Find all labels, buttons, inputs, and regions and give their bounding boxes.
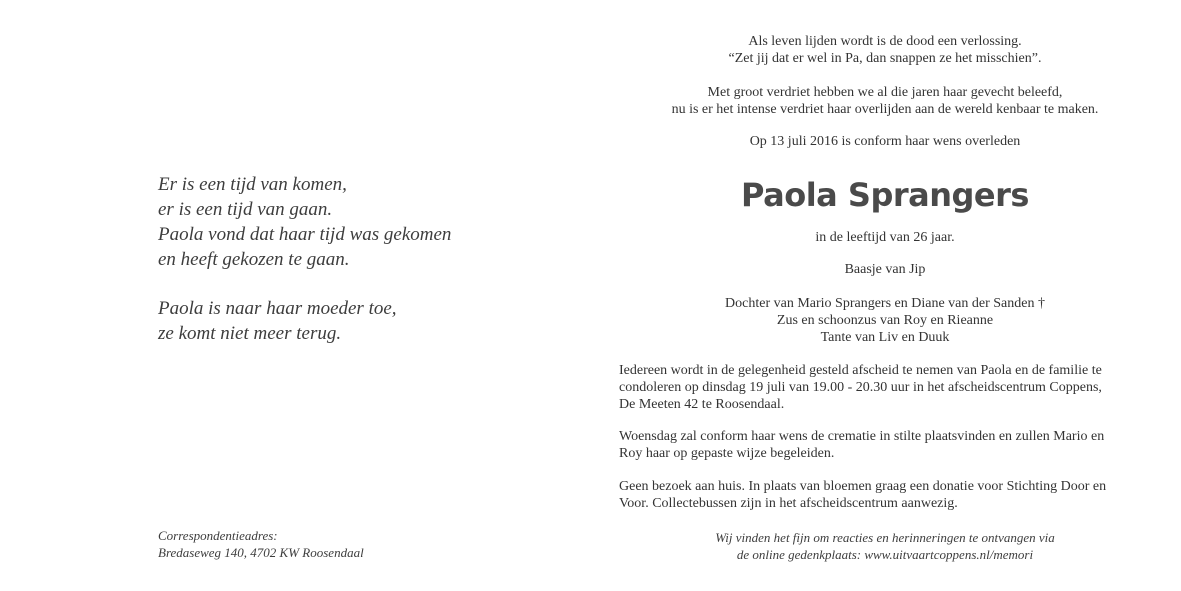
family-line: Zus en schoonzus van Roy en Rieanne bbox=[776, 313, 994, 328]
age-text: in de leeftijd van 26 jaar. bbox=[815, 230, 955, 245]
poem-line: Paola is naar haar moeder toe, bbox=[158, 298, 397, 319]
death-date-text: Op 13 juli 2016 is conform haar wens overleden bbox=[749, 134, 1021, 149]
deceased-name: Paola Sprangers bbox=[741, 176, 1029, 214]
memorial-note-line: de online gedenkplaats: www.uitvaartcoppens.nl/memori bbox=[736, 547, 1034, 562]
right-page bbox=[590, 0, 1181, 591]
intro-line: Met groot verdriet hebben we al die jaren haar gevecht beleefd, bbox=[707, 85, 1063, 100]
correspondence-address bbox=[158, 527, 364, 561]
paragraph-line: condoleren op dinsdag 19 juli van 19.00 - 20.30 uur in het afscheidscentrum Coppens, bbox=[619, 380, 1102, 395]
online-memorial-note bbox=[620, 529, 1150, 563]
poem-line: en heeft gekozen te gaan. bbox=[158, 249, 350, 270]
paragraph-line: Iedereen wordt in de gelegenheid gesteld afscheid te nemen van Paola en de familie te bbox=[619, 363, 1102, 378]
pet-owner-line bbox=[620, 261, 1150, 278]
left-page bbox=[0, 0, 590, 591]
paragraph-line: Woensdag zal conform haar wens de crematie in stilte plaatsvinden en zullen Mario en bbox=[619, 429, 1105, 444]
age-line bbox=[620, 229, 1150, 246]
cremation-paragraph bbox=[619, 428, 1159, 462]
paragraph-line: Roy haar op gepaste wijze begeleiden. bbox=[619, 446, 835, 461]
correspondence-address-line: Bredaseweg 140, 4702 KW Roosendaal bbox=[158, 545, 364, 560]
paragraph-line: De Meeten 42 te Roosendaal. bbox=[619, 397, 785, 412]
memorial-note-line: Wij vinden het fijn om reacties en herinneringen te ontvangen via bbox=[715, 530, 1055, 545]
opening-quote bbox=[620, 33, 1150, 67]
donation-paragraph bbox=[619, 478, 1159, 512]
intro-text bbox=[620, 84, 1150, 118]
paragraph-line: Geen bezoek aan huis. In plaats van bloemen graag een donatie voor Stichting Door en bbox=[619, 479, 1107, 494]
poem-line: ze komt niet meer terug. bbox=[158, 323, 342, 344]
death-date-line bbox=[620, 133, 1150, 150]
poem-line: er is een tijd van gaan. bbox=[158, 199, 333, 220]
farewell-paragraph bbox=[619, 362, 1159, 413]
quote-line: “Zet jij dat er wel in Pa, dan snappen ze het misschien”. bbox=[728, 51, 1042, 66]
family-line: Tante van Liv en Duuk bbox=[820, 330, 950, 345]
correspondence-label: Correspondentieadres: bbox=[158, 528, 278, 543]
stanza-gap bbox=[158, 272, 451, 296]
family-line: Dochter van Mario Sprangers en Diane van der Sanden † bbox=[725, 296, 1045, 311]
poem bbox=[158, 172, 451, 346]
intro-line: nu is er het intense verdriet haar overlijden aan de wereld kenbaar te maken. bbox=[671, 102, 1099, 117]
poem-line: Paola vond dat haar tijd was gekomen bbox=[158, 224, 452, 245]
family-relations bbox=[620, 295, 1150, 346]
pet-owner-text: Baasje van Jip bbox=[844, 262, 926, 277]
poem-line: Er is een tijd van komen, bbox=[158, 174, 347, 195]
paragraph-line: Voor. Collectebussen zijn in het afscheidscentrum aanwezig. bbox=[619, 496, 958, 511]
quote-line: Als leven lijden wordt is de dood een verlossing. bbox=[748, 34, 1022, 49]
